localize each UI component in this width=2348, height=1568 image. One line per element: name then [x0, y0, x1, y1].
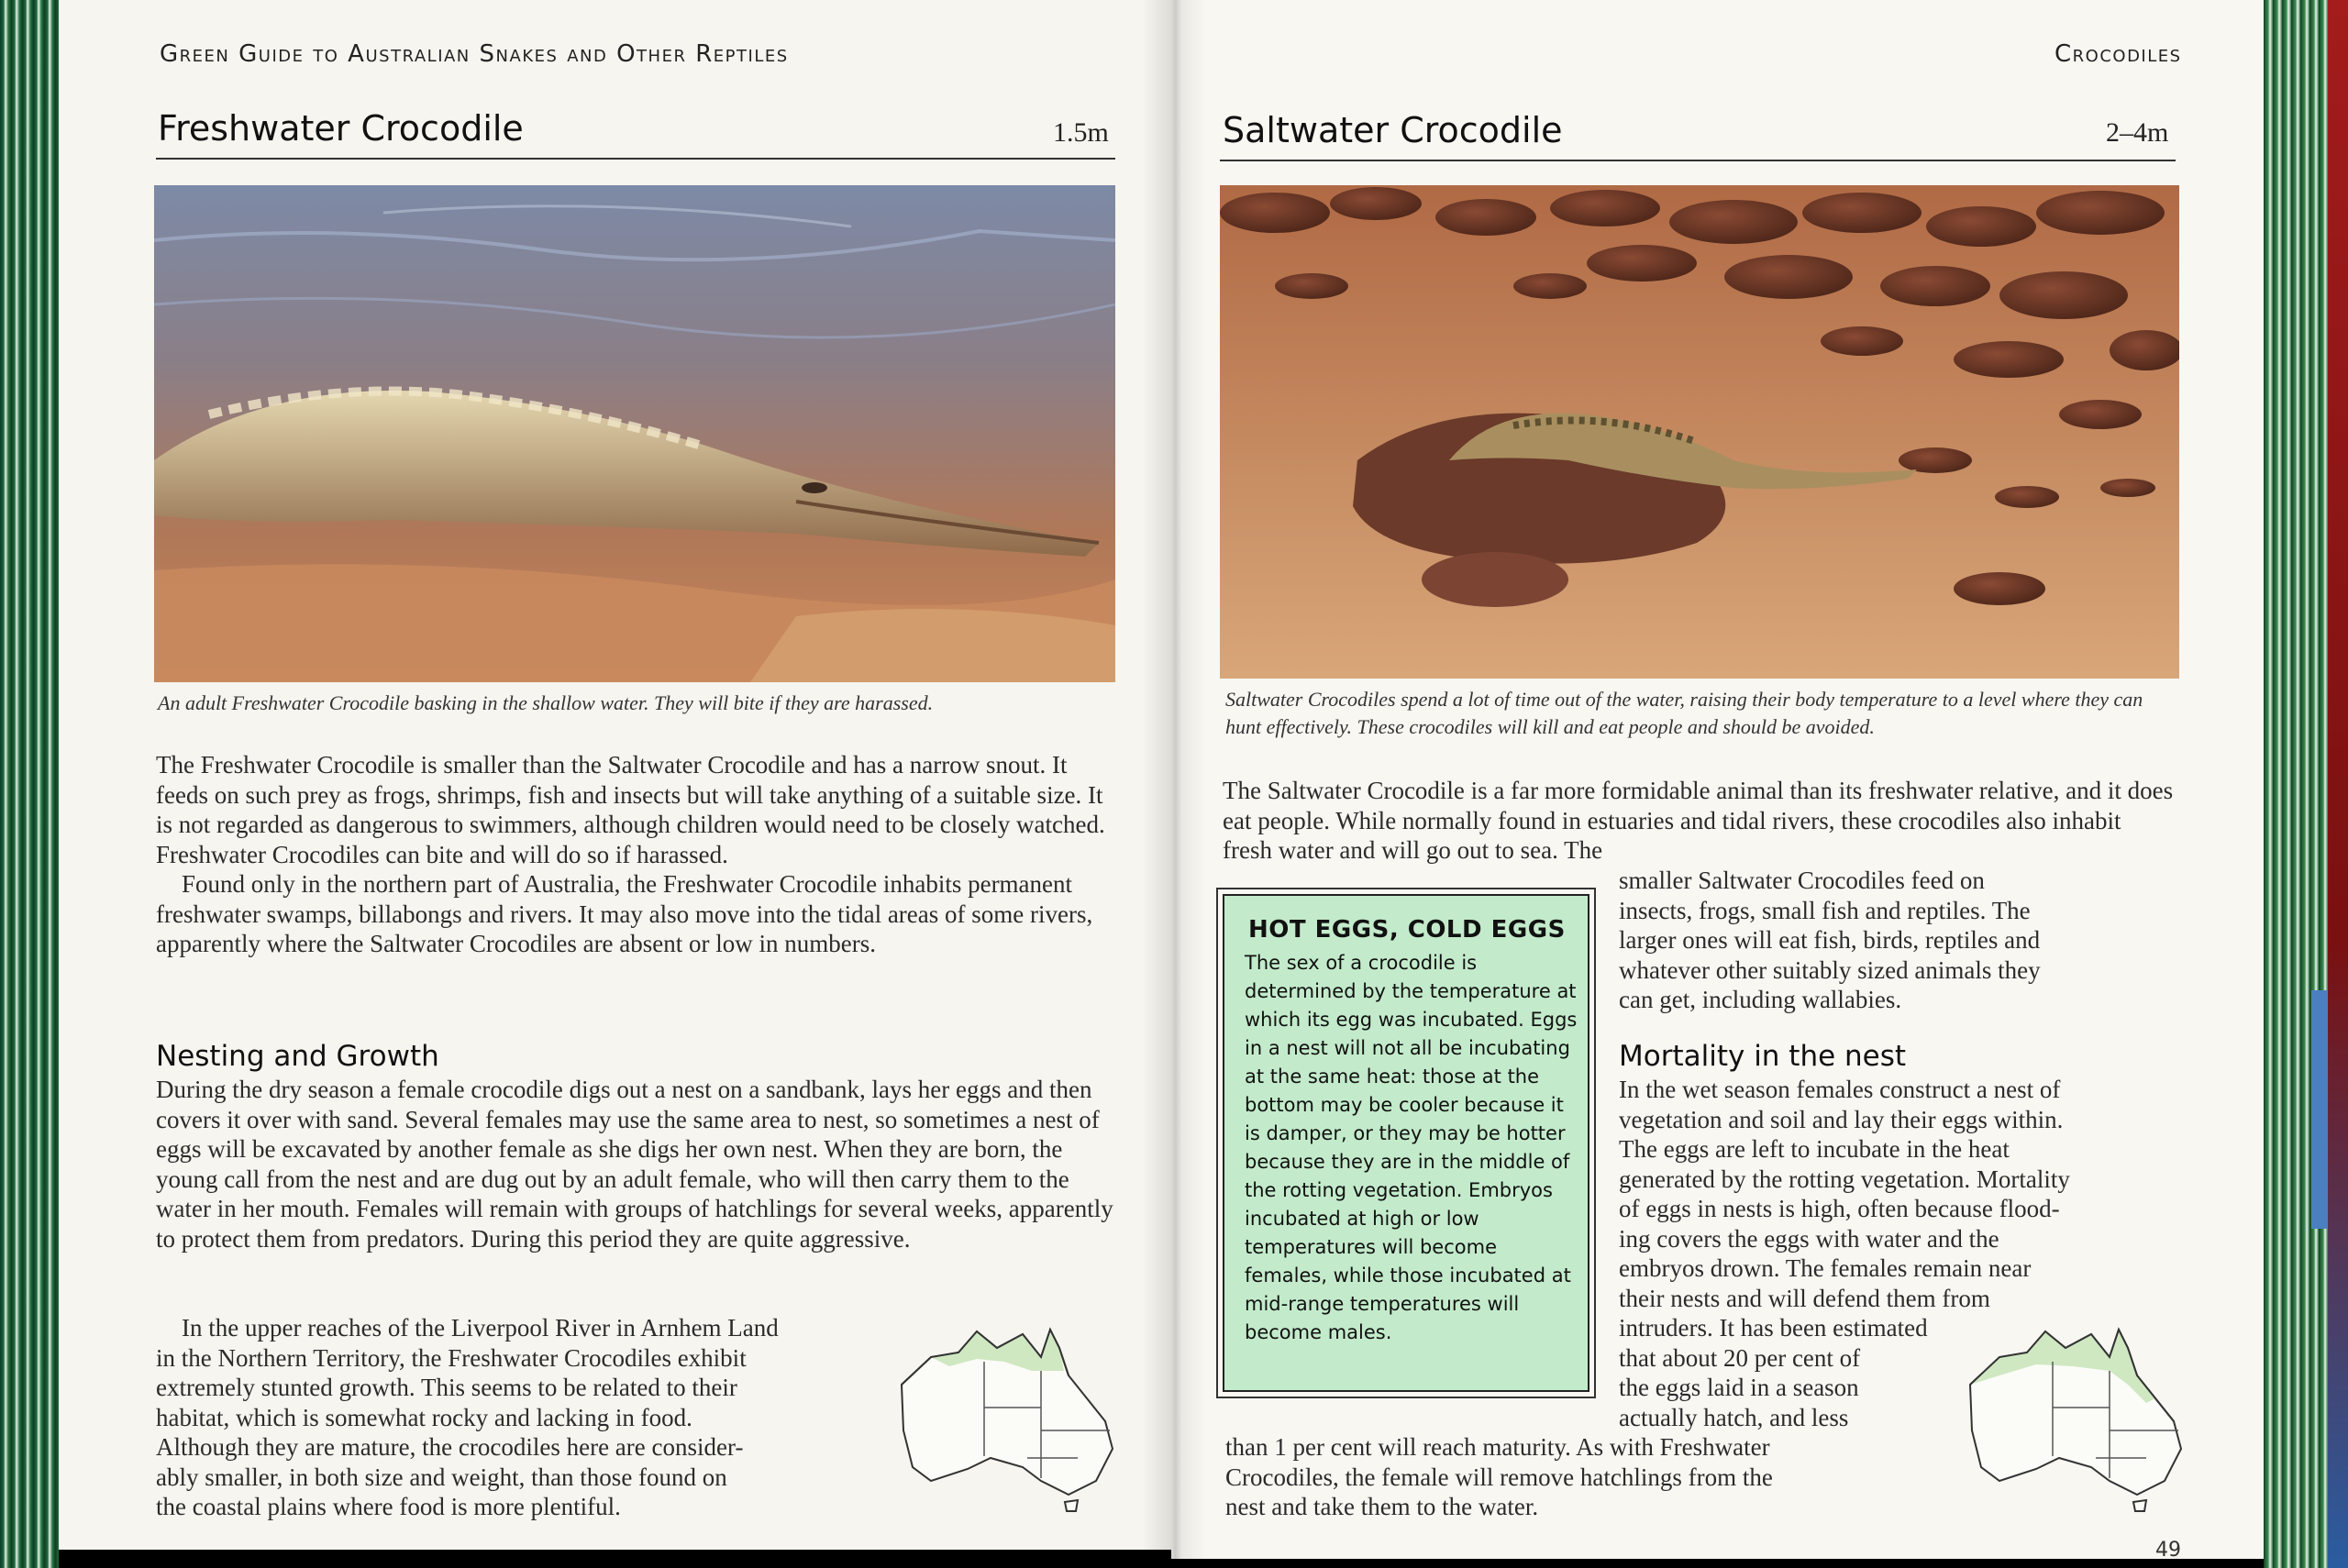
text-line: smaller Saltwater Crocodiles feed on: [1619, 867, 1985, 894]
body-paragraph-4-left: [156, 1313, 945, 1522]
text-line: actually hatch, and less: [1619, 1403, 1849, 1431]
paragraph: The Saltwater Crocodile is a far more formidable animal than its freshwater relative, and it does eat people. While normally found in estuaries and tidal rivers, these crocodiles also inhabit fresh water and will go out to sea. The: [1223, 777, 2174, 864]
paragraph: The Freshwater Crocodile is smaller than the Saltwater Crocodile and has a narrow snout. It feeds on such prey as frogs, shrimps, fish and insects but will take anything of a suitable size. It is not regarded as dangerous to swimmers, although children would need to be closely watched. Freshwater Crocodiles can bite and will do so if harassed.: [156, 751, 1105, 868]
text-line: larger ones will eat fish, birds, reptiles and: [1619, 926, 2041, 954]
size-label-right: 2–4m: [2106, 117, 2169, 148]
running-head-left: Green Guide to Australian Snakes and Other Reptiles: [160, 40, 789, 68]
paragraph: Found only in the northern part of Australia, the Freshwater Crocodile inhabits permanent freshwater swamps, billabongs and rivers. It may also move into the tidal areas of some rivers, apparently where the Saltwater Crocodiles are absent or low in numbers.: [156, 870, 1093, 957]
text-line: In the wet season females construct a nest of: [1619, 1076, 2061, 1103]
subhead-nesting: Nesting and Growth: [156, 1040, 439, 1073]
text-line: than 1 per cent will reach maturity. As with Freshwater: [1225, 1433, 1770, 1461]
body-column-right-1: [1619, 866, 2178, 1015]
text-line: vegetation and soil and lay their eggs within.: [1619, 1105, 2064, 1133]
photo-caption-right: Saltwater Crocodiles spend a lot of time out of the water, raising their body temperature to a level where they can hunt effectively. These crocodiles will kill and eat people and should be avoided.: [1225, 688, 2143, 738]
text-line: their nests and will defend them from: [1619, 1284, 1990, 1312]
book-edge-left: [0, 0, 59, 1568]
text-line: insects, frogs, small fish and reptiles. The: [1619, 896, 2031, 924]
page-title-right: Saltwater Crocodile: [1223, 110, 1563, 150]
australia-range-map-left: [894, 1320, 1124, 1513]
text-line: whatever other suitably sized animals they: [1619, 955, 2041, 984]
size-label-left: 1.5m: [1053, 117, 1109, 148]
text-line: In the upper reaches of the Liverpool River in Arnhem Land: [182, 1314, 779, 1342]
body-paragraph-1-left: [156, 750, 1119, 959]
title-rule-right: [1220, 160, 2176, 161]
text-line: The eggs are left to incubate in the heat: [1619, 1135, 2010, 1163]
text-line: the eggs laid in a season: [1619, 1374, 1859, 1401]
freshwater-crocodile-photo: [154, 185, 1115, 682]
title-rule-left: [156, 158, 1115, 160]
text-line: that about 20 per cent of: [1619, 1343, 1861, 1372]
text-line: generated by the rotting vegetation. Mortality: [1619, 1165, 2070, 1193]
paragraph: During the dry season a female crocodile digs out a nest on a sandbank, lays her eggs and then covers it over with sand. Several females may use the same area to nest, so sometimes a nest of eggs will be excavated by another female as she digs her own nest. When they are born, the young call from the nest and are dug out by an adult female, who will then carry them to the water in her mouth. Females will remain with groups of hatchlings for several weeks, apparently to protect them from predators. During this period they are quite aggressive.: [156, 1076, 1113, 1253]
book-gutter: [1142, 0, 1206, 1559]
text-line: embryos drown. The females remain near: [1619, 1254, 2032, 1282]
text-line: extremely stunted growth. This seems to be related to their: [156, 1374, 737, 1401]
body-paragraph-1-right: [1223, 776, 2176, 866]
text-line: can get, including wallabies.: [1619, 986, 1902, 1013]
text-line: ably smaller, in both size and weight, than those found on: [156, 1463, 727, 1491]
subhead-mortality: Mortality in the nest: [1619, 1040, 1907, 1073]
book-edge-right: [2264, 0, 2348, 1568]
sidebar-title: HOT EGGS, COLD EGGS: [1248, 916, 1566, 944]
text-line: of eggs in nests is high, often because flood-: [1619, 1195, 2060, 1222]
text-line: Although they are mature, the crocodiles here are consider-: [156, 1433, 744, 1461]
text-line: in the Northern Territory, the Freshwater Crocodiles exhibit: [156, 1343, 747, 1372]
text-line: Crocodiles, the female will remove hatchlings from the: [1225, 1463, 1773, 1491]
text-line: habitat, which is somewhat rocky and lacking in food.: [156, 1403, 692, 1431]
text-line: nest and take them to the water.: [1225, 1493, 1539, 1520]
page-title-left: Freshwater Crocodile: [158, 108, 524, 149]
hot-eggs-sidebar: [1223, 894, 1589, 1392]
running-head-right: Crocodiles: [2054, 40, 2182, 68]
page-number: 49: [2155, 1539, 2181, 1562]
photo-caption-left: An adult Freshwater Crocodile basking in the shallow water. They will bite if they are harassed.: [158, 691, 934, 714]
sidebar-body: The sex of a crocodile is determined by the temperature at which its egg was incubated. Eggs in a nest will not all be incubating at the same heat: those at the bottom may be cooler because it is damper, or they may be hotter because they are in the middle of the rotting vegetation. Embryos incubated at high or low temperatures will become females, while those incubated at mid-range temperatures will become males.: [1245, 952, 1578, 1343]
text-line: ing covers the eggs with water and the: [1619, 1224, 1999, 1253]
saltwater-crocodile-photo: [1220, 185, 2179, 679]
body-paragraph-3-left: [156, 1075, 1119, 1253]
text-line: the coastal plains where food is more plentiful.: [156, 1493, 621, 1520]
text-line: intruders. It has been estimated: [1619, 1314, 1928, 1342]
australia-range-map-right: [1963, 1320, 2192, 1513]
